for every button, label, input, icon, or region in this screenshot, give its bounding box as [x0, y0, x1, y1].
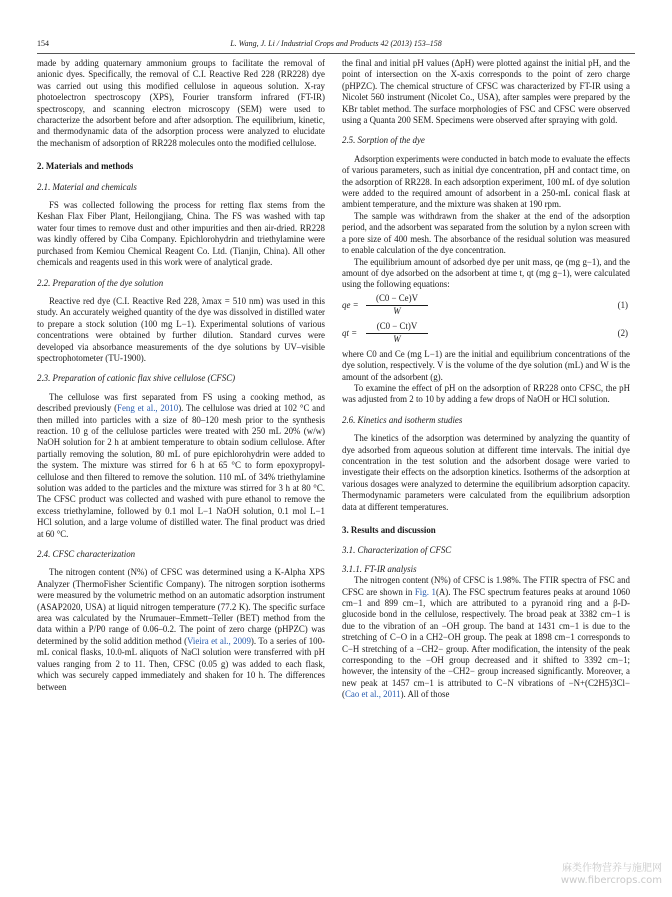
section-3-title: 3. Results and discussion [342, 525, 436, 535]
equation-1 [342, 293, 630, 319]
watermark-line-1: 麻类作物营养与施肥网 [562, 863, 662, 874]
left-column [37, 58, 325, 693]
section-2-3-title: 2.3. Preparation of cationic flax shive cellulose (CFSC) [37, 373, 236, 384]
section-2-6-title: 2.6. Kinetics and isotherm studies [342, 414, 463, 425]
section-2-5-paragraph-4: where C0 and Ce (mg L−1) are the initial and equilibrium concentrations of the dye solution, respectively. V is the volume of the dye solution (mL) and W is the amount of the adsorbent (g). [342, 348, 630, 382]
intro-continuation: made by adding quaternary ammonium groups to facilitate the removal of anionic dyes. Specifically, the removal of C.I. Reactive Red 228 (RR228) dye was carried out using this modified cellulose in aqueous solution. X-ray photoelectron spectroscopy (XPS), Fourier transform infrared (FT-IR) spectroscopy, and scanning electron microscopy (SEM) were used to characterize the adsorbent before and after adsorption. The equilibrium, kinetic, and thermodynamic data of the adsorption process were analyzed to elucidate the mechanism of adsorption of RR228 molecules onto the modified cellulose. [37, 58, 325, 148]
equation-number: (1) [617, 299, 628, 310]
citation-link[interactable]: Feng et al., 2010 [117, 403, 179, 414]
section-2-5-paragraph-2: The sample was withdrawn from the shaker at the end of the adsorption period, and the adsorbent was separated from the solution by a nylon screen with a pore size of 400 mesh. The absorbance of the residual solution was measured to enable calculation of the dye concentration. [342, 210, 630, 256]
equation-2 [342, 321, 630, 347]
header-rule [37, 53, 635, 54]
section-3-1-title: 3.1. Characterization of CFSC [342, 545, 452, 556]
citation-link[interactable]: Cao et al., 2011 [344, 689, 401, 700]
section-2-6-paragraph: The kinetics of the adsorption was determined by analyzing the quantity of dye adsorbed from aqueous solution at different time intervals. The initial dye concentration in the test solution and the adsorbent dosage were varied to investigate their effects on the adsorption kinetics. Isotherms of the adsorption at various dosages were analyzed to determine the equilibrium adsorption capacity. Thermodynamic parameters were calculated from the equilibrium adsorption data at different temperatures. [342, 433, 630, 512]
watermark-line-2: www.fibercrops.com [560, 875, 662, 886]
equation-numerator: (C0 − Ce)V [366, 293, 428, 306]
section-2-4-title: 2.4. CFSC characterization [37, 549, 136, 560]
running-header [37, 38, 635, 50]
section-2-2-paragraph: Reactive red dye (C.I. Reactive Red 228, λmax = 510 nm) was used in this study. An accurately weighed quantity of the dye was dissolved in distilled water to prepare a stock solution (100 mg L−1). Experimental solutions of various concentrations were obtained by further dilution. Standard curves were developed via absorbance measurements of the dye solutions by UV–visible spectrophotometer (TU-1900). [37, 295, 325, 363]
section-2-1-paragraph: FS was collected following the process for retting flax stems from the Keshan Flax Fiber Plant, Heilongjiang, China. The FS was washed with tap water four times to remove dust and other impurities and then air-dried. RR228 was kindly offered by Ciba Company. Epichlorohydrin and triethylamine were purchased from Kemiou Chemical Reagent Co. Ltd. (Tianjin, China). All other chemicals and reagents used in this work were of analytical grade. [37, 200, 325, 268]
section-2-5-title: 2.5. Sorption of the dye [342, 135, 425, 146]
section-2-1-title: 2.1. Material and chemicals [37, 181, 137, 192]
right-column [342, 58, 630, 701]
watermark [561, 863, 662, 887]
section-2-5-paragraph-1: Adsorption experiments were conducted in batch mode to evaluate the effects of various parameters, such as initial dye concentration, pH and contact time, on the adsorption of RR228. In each adsorption experiment, 100 mL of dye solution were added to the required amount of adsorbent in a 250-mL conical flask at ambient temperature, and the mixture was shaken at 190 rpm. [342, 153, 630, 210]
equation-numerator: (C0 − Ct)V [366, 321, 428, 334]
section-2-4-continuation: the final and initial pH values (ΔpH) were plotted against the initial pH, and the point of intersection on the X-axis corresponds to the point of zero charge (pHPZC). The chemical structure of CFSC was characterized by FT-IR using a Nicolet 560 instrument (Nicolet Co., USA), after samples were prepared by the KBr tablet method. The surface morphologies of FSC and CFSC were observed using a Quanta 200 SEM. Specimens were observed after spraying with gold. [342, 58, 630, 126]
figure-link[interactable]: Fig. 1 [414, 586, 436, 597]
section-2-5-paragraph-5: To examine the effect of pH on the adsorption of RR228 onto CFSC, the pH was adjusted from 2 to 10 by adding a few drops of NaOH or HCl solution. [342, 382, 630, 405]
equation-fraction [366, 293, 428, 317]
citation-link[interactable]: Vieira et al., 2009 [187, 635, 251, 646]
equation-number: (2) [617, 327, 628, 338]
section-2-2-title: 2.2. Preparation of the dye solution [37, 277, 164, 288]
section-2-5-paragraph-3: The equilibrium amount of adsorbed dye per unit mass, qe (mg g−1), and the amount of dye adsorbed on the adsorbent at time t, qt (mg g−1), were calculated using the following equations: [342, 256, 630, 290]
equation-denominator: W [393, 305, 401, 316]
equation-lhs: qe = [342, 299, 359, 310]
section-3-1-1-title: 3.1.1. FT-IR analysis [342, 563, 417, 574]
equation-lhs: qt = [342, 327, 358, 338]
equation-denominator: W [393, 333, 401, 344]
page-number: 154 [37, 39, 49, 48]
section-2-4-paragraph: The nitrogen content (N%) of CFSC was determined using a K-Alpha XPS Analyzer (ThermoFisher Scientific Company). The nitrogen sorption isotherms were measured by the volumetric method on an automatic adsorption instrument (ASAP2020, USA) at liquid nitrogen temperature (77.2 K). The specific surface area was calculated by the Nrumauer–Emmett–Teller (BET) method from the data within a P/P0 range of 0.06–0.2. The point of zero charge (pHPZC) was determined by the solid addition method (Vieira et al., 2009). To a series of 100-mL conical flasks, 10.0-mL aliquots of NaCl solution were transferred with pH values ranging from 2 to 11. Then, CFSC (0.05 g) was added to each flask, which was securely capped immediately and shaken for 10 h. The differences between [37, 567, 326, 692]
journal-reference: L. Wang, J. Li / Industrial Crops and Products 42 (2013) 153–158 [230, 39, 442, 48]
section-3-1-1-paragraph: The nitrogen content (N%) of CFSC is 1.98%. The FTIR spectra of FSC and CFSC are shown in Fig. 1(A). The FSC spectrum features peaks at around 1060 cm−1 and 899 cm−1, which are attributed to a pyranoid ring and a β-D-glucoside bond in the cellulose, respectively. The broad peak at 3382 cm−1 is due to the vibration of an −OH group. The band at 1431 cm−1 is due to the stretching of C−O in a CH2−OH group. The peak at 1898 cm−1 corresponds to C−H stretching of a −CH2− group. After modification, the intensity of the peak corresponding to the −OH group decreased and it shifted to 3392 cm−1; however, the intensity of the −CH2− group increased significantly. Moreover, a new peak at 1457 cm−1 is attributed to C−N vibrations of −N+(C2H5)3Cl− (Cao et al., 2011). All of those [342, 575, 631, 700]
section-2-title: 2. Materials and methods [37, 161, 134, 172]
equation-fraction [366, 321, 428, 345]
section-2-3-paragraph: The cellulose was first separated from FS using a cooking method, as described previously (Feng et al., 2010). The cellulose was dried at 102 °C and then milled into particles with a size of 80–120 mesh prior to the synthesis reaction. 10 g of the cellulose particles were treated with 250 mL 20% (w/w) NaOH solution for 2 h at ambient temperature to obtain sodium cellulose. After partially removing the solution, 80 mL of pure epichlorohydrin were added to the system. The mixture was stirred for 6 h at 65 °C to form epoxypropyl-cellulose and then filtered to remove the solution. 110 mL of 34% triethylamine solution was added to the particles and the mixture was stirred for 3 h at 80 °C. The CFSC product was collected and washed with pure ethanol to remove the excess triethylamine, followed by 0.1 mol L−1 NaOH solution, 0.1 mol L−1 HCl solution, and a large volume of distilled water. The final product was dried at 60 °C. [37, 391, 325, 539]
